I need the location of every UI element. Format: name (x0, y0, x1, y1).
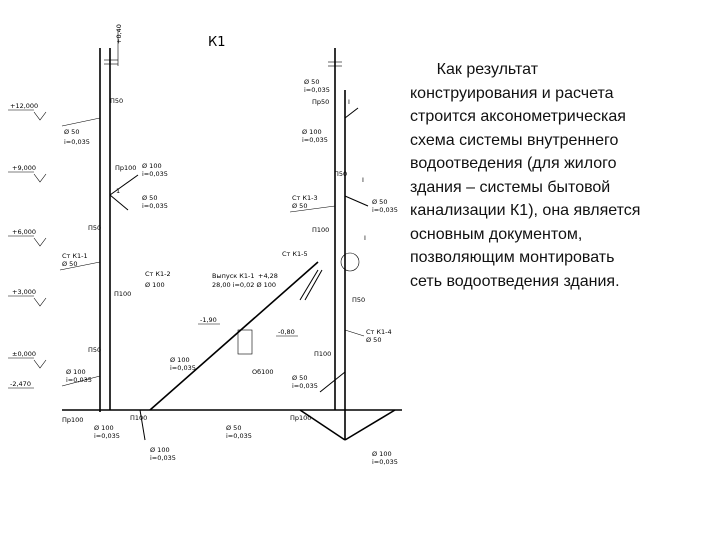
fitting-label: 1 (116, 187, 121, 195)
caption-line: конструирования и расчета (410, 84, 614, 102)
level-label: +6,000 (12, 228, 37, 236)
riser-label: Ст К1-3 (292, 194, 318, 202)
caption-line: Как результат (410, 61, 539, 78)
inspection-label: П100 (312, 226, 330, 234)
diagram-title: К1 (208, 35, 226, 50)
fitting-label: I (364, 234, 366, 242)
slope-label: i=0,035 (372, 458, 398, 466)
slope-label: i=0,035 (66, 376, 92, 384)
riser-label: Ст К1-5 (282, 250, 308, 258)
elevation-label: -1,90 (200, 316, 217, 324)
riser-label: Ст К1-2 (145, 270, 171, 278)
level-marker (8, 380, 34, 388)
slope-label: i=0,035 (64, 138, 90, 146)
fitting-label: I (362, 176, 364, 184)
level-marker (8, 102, 46, 120)
inspection-label: П100 (114, 290, 132, 298)
slope-label: i=0,035 (142, 202, 168, 210)
slope-label: i=0,035 (150, 454, 176, 462)
outlet-elevation-label: +4,28 (258, 272, 278, 280)
slope-label: i=0,035 (170, 364, 196, 372)
bottom-collector (62, 410, 402, 466)
inspection-label: Пр100 (62, 416, 84, 424)
pipe-label: Ø 50 (292, 202, 308, 210)
level-label: +3,000 (12, 288, 37, 296)
level-label: +12,000 (10, 102, 39, 110)
inspection-label: П50 (110, 97, 124, 105)
pipe-label: Ø 100 (170, 356, 190, 364)
outlet-length-label: 28,00 i=0,02 Ø 100 (212, 281, 277, 289)
riser-label: Ст К1-4 (366, 328, 392, 336)
pipe-label: Ø 50 (292, 374, 308, 382)
caption-line: канализации К1), она является (410, 202, 641, 219)
fitting-label: I (348, 98, 350, 106)
slope-label: i=0,035 (372, 206, 398, 214)
caption-line: основным документом, (410, 225, 583, 243)
inspection-label: П100 (314, 350, 332, 358)
pipe-label: Ø 50 (226, 424, 242, 432)
level-marker (8, 164, 46, 182)
level-marker (8, 288, 46, 306)
caption-line: здания – системы бытовой (410, 178, 611, 196)
pipe-label: Ø 50 (366, 336, 382, 344)
pipe-label: Ø 50 (304, 78, 320, 86)
slope-label: i=0,035 (226, 432, 252, 440)
riser-right (282, 48, 398, 440)
inspection-label: П50 (88, 224, 102, 232)
vent-label: +0,40 (115, 24, 123, 44)
inspection-label: Пр100 (290, 414, 312, 422)
pipe-label: Ø 50 (64, 128, 80, 136)
pipe-label: Ø 100 (142, 162, 162, 170)
pipe-label: Ø 50 (62, 260, 78, 268)
level-label: +9,000 (12, 164, 37, 172)
inspection-label: П100 (130, 414, 148, 422)
inspection-label: Пр100 (115, 164, 137, 172)
pipe-label: Ø 100 (94, 424, 114, 432)
caption-line: водоотведения (для жилого (410, 155, 617, 172)
caption-line: строится аксонометрическая (410, 108, 626, 125)
slope-label: i=0,035 (302, 136, 328, 144)
level-label: ±0,000 (12, 350, 37, 358)
inspection-label: Об100 (252, 368, 274, 376)
caption-line: позволяющим монтировать (410, 249, 615, 266)
inspection-label: П50 (88, 346, 102, 354)
pipe-label: Ø 100 (150, 446, 170, 454)
outlet-label: Выпуск К1-1 (212, 272, 255, 280)
caption-line: сеть водоотведения здания. (410, 272, 620, 290)
level-marker (8, 228, 46, 246)
elevation-label: -0,80 (278, 328, 295, 336)
pipe-label: Ø 100 (145, 281, 165, 289)
pipe-label: Ø 50 (142, 194, 158, 202)
level-label: -2,470 (10, 380, 31, 388)
pipe-label: Ø 100 (372, 450, 392, 458)
slope-label: i=0,035 (292, 382, 318, 390)
riser-label: Ст К1-1 (62, 252, 88, 260)
pipe-label: Ø 50 (372, 198, 388, 206)
pipe-label: Ø 100 (66, 368, 86, 376)
slope-label: i=0,035 (304, 86, 330, 94)
slope-label: i=0,035 (142, 170, 168, 178)
level-marker (8, 350, 46, 368)
slope-label: i=0,035 (94, 432, 120, 440)
inspection-label: П50 (352, 296, 366, 304)
riser-left (60, 24, 171, 412)
inspection-label: Пр50 (312, 98, 330, 106)
level-markers (8, 102, 46, 388)
caption-line: схема системы внутреннего (410, 131, 619, 149)
inspection-label: П50 (334, 170, 348, 178)
pipe-label: Ø 100 (302, 128, 322, 136)
description-text (410, 58, 710, 293)
